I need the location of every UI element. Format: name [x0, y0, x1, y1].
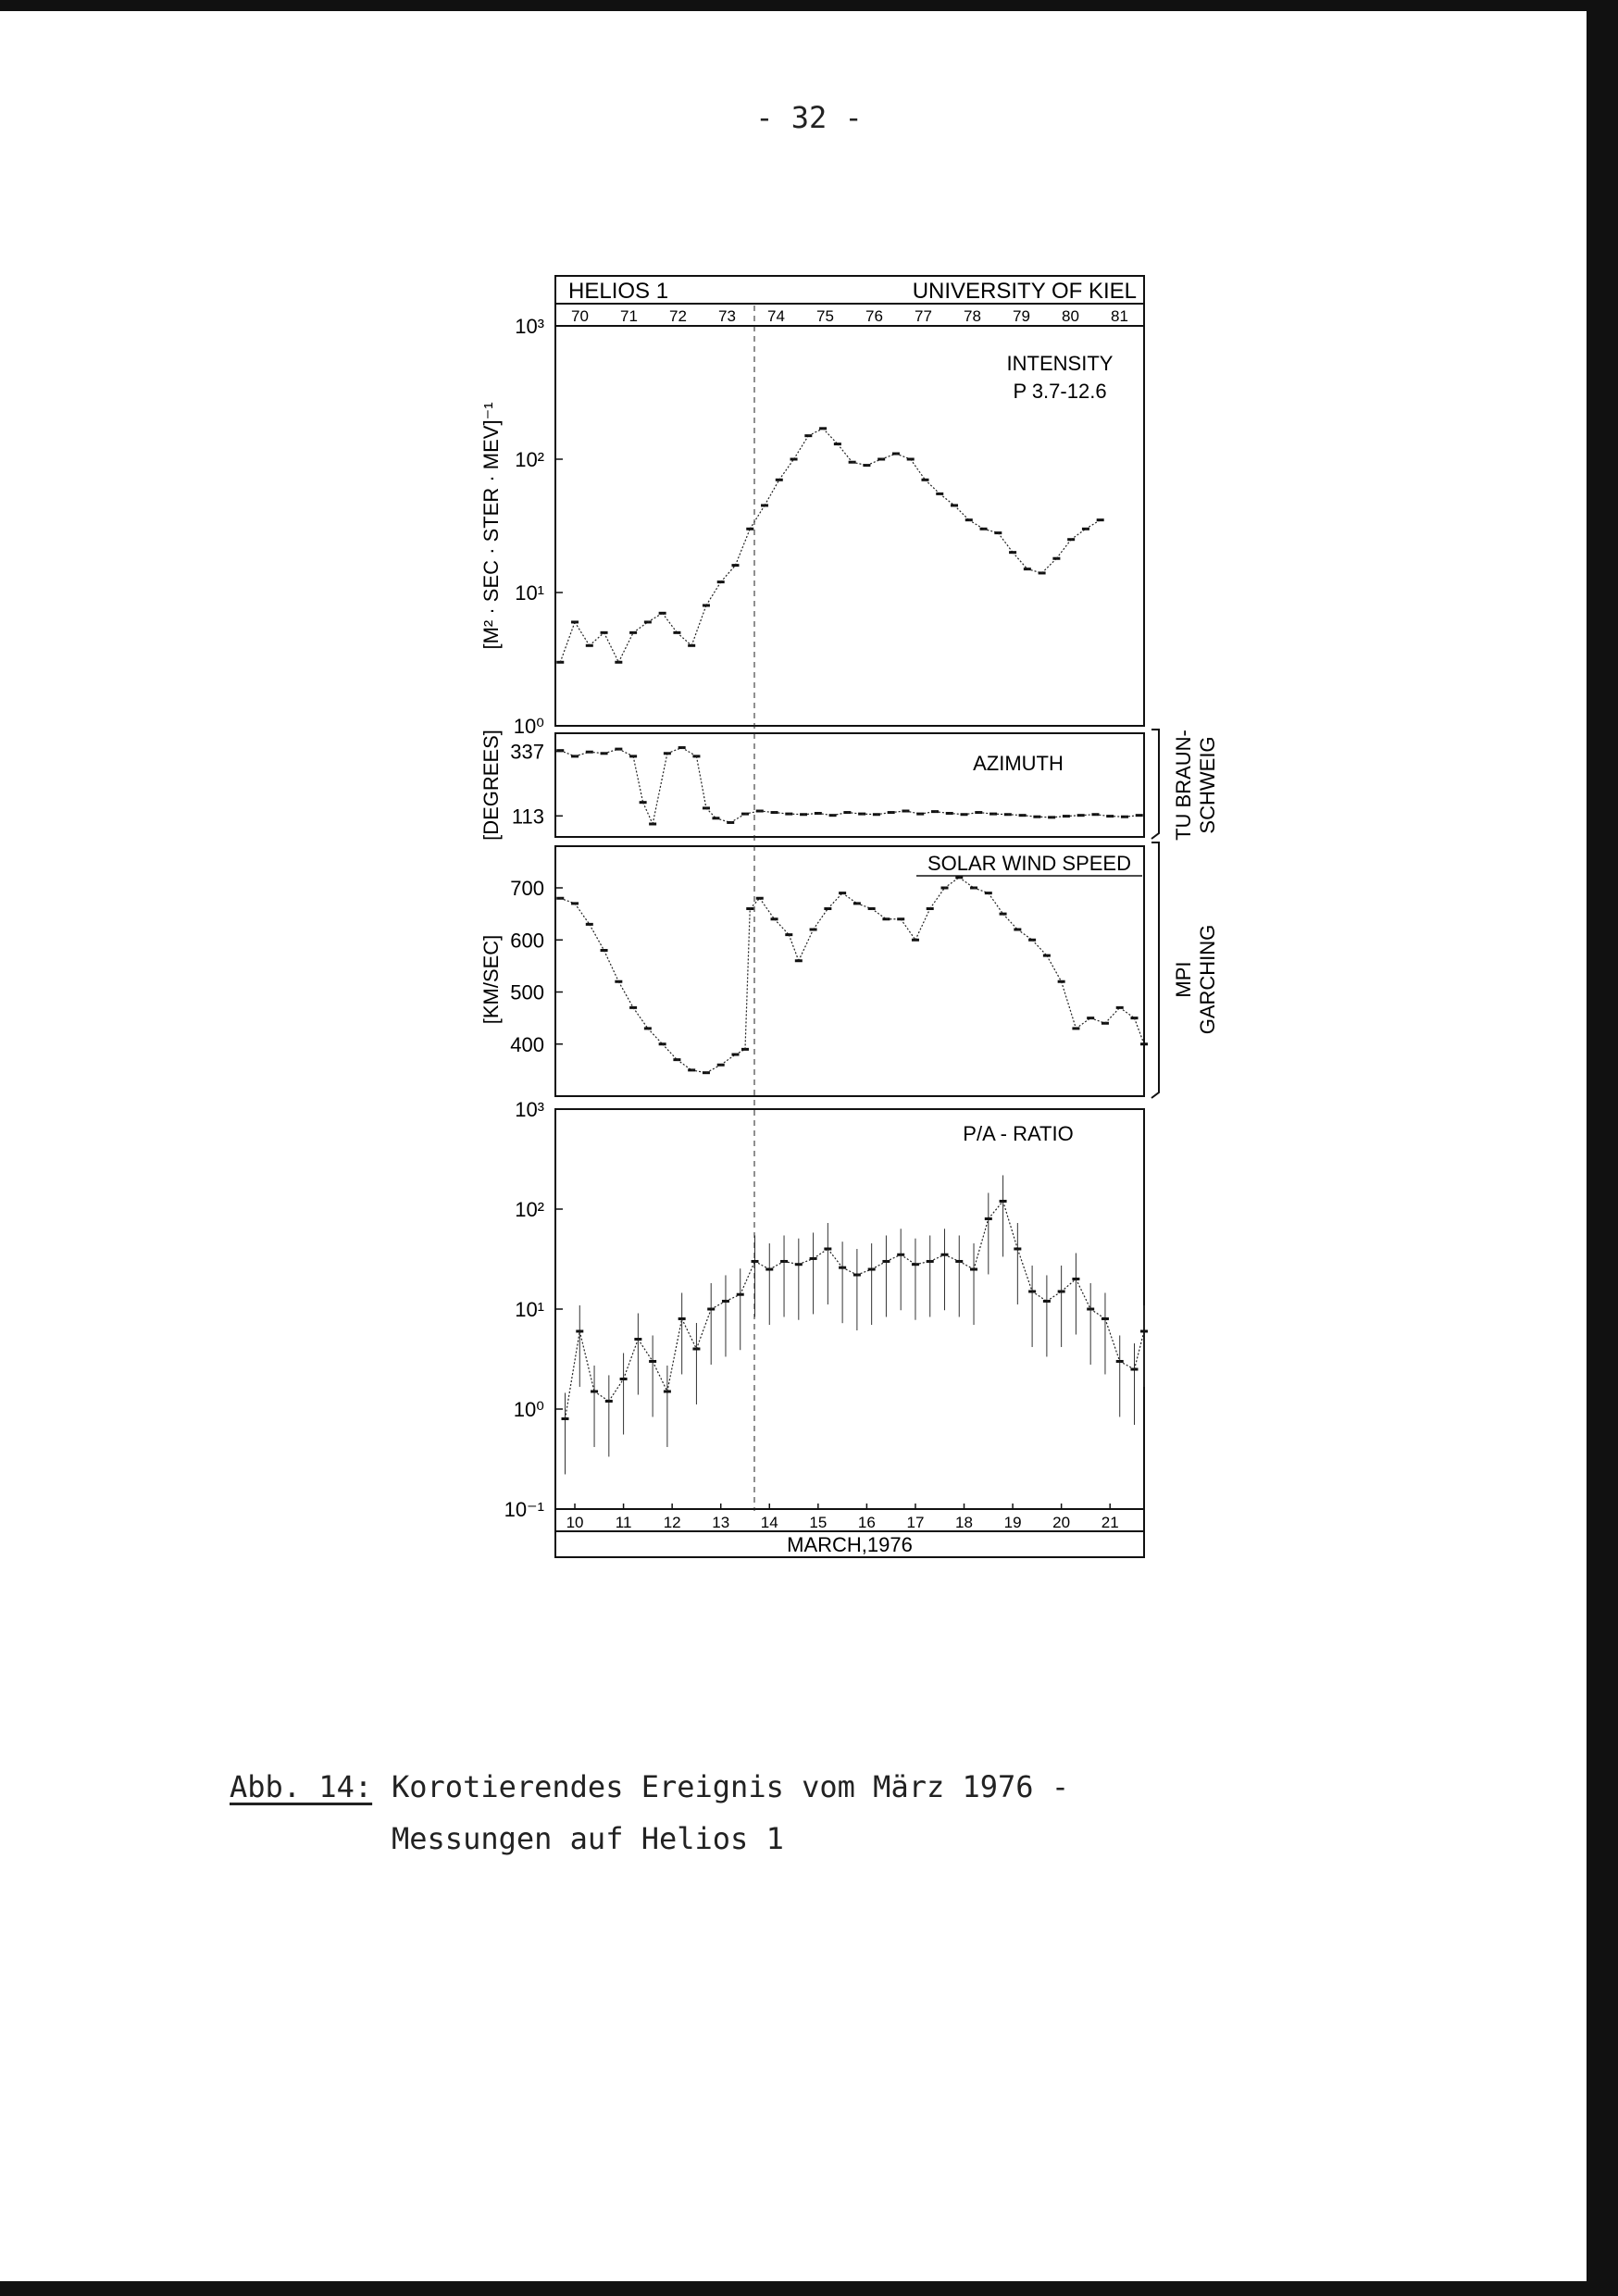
series-segment: [560, 622, 575, 662]
wind-title: SOLAR WIND SPEED: [927, 852, 1131, 875]
top-tick-label: 73: [718, 307, 736, 325]
y-tick-label: 10²: [515, 1198, 544, 1221]
panel-intensity: [479, 315, 1144, 738]
figure-caption: [230, 1761, 1069, 1865]
series-segment: [1017, 930, 1032, 940]
top-tick-label: 70: [571, 307, 589, 325]
page-number: - 32 -: [755, 100, 863, 135]
series-segment: [696, 756, 706, 808]
top-tick-label: 72: [669, 307, 687, 325]
series-segment: [566, 1331, 580, 1419]
series-segment: [653, 1361, 667, 1391]
series-segment: [930, 888, 945, 909]
y-tick-label: 400: [510, 1032, 544, 1056]
series-segment: [901, 1254, 915, 1264]
series-segment: [1003, 1201, 1018, 1249]
series-segment: [706, 808, 716, 818]
series-segment: [954, 505, 969, 520]
data-point: [1097, 518, 1104, 521]
intensity-ylabel: [M² · SEC · STER · MEV]⁻¹: [479, 402, 503, 650]
series-segment: [633, 622, 648, 632]
series-segment: [799, 930, 814, 961]
y-tick-label: 700: [510, 877, 544, 900]
caption-label: Abb. 14:: [230, 1769, 373, 1804]
series-segment: [618, 981, 633, 1007]
y-tick-label: 10³: [515, 315, 544, 338]
header-left: HELIOS 1: [568, 279, 669, 304]
series-segment: [579, 1331, 594, 1391]
azimuth-note-2: SCHWEIG: [1196, 736, 1219, 834]
azimuth-ylabel: [DEGREES]: [479, 730, 503, 841]
series-segment: [667, 1318, 682, 1391]
bottom-tick-label: 16: [857, 1514, 876, 1531]
series-segment: [1056, 540, 1071, 559]
wind-ylabel: [KM/SEC]: [479, 934, 503, 1025]
bottom-tick-label: 17: [906, 1514, 925, 1531]
series-segment: [750, 505, 765, 529]
series-segment: [989, 1201, 1003, 1218]
bottom-axis-ticks: [566, 1504, 1119, 1531]
intensity-series: [556, 427, 1103, 663]
series-segment: [633, 756, 643, 803]
data-point: [1140, 1042, 1148, 1045]
series-segment: [1013, 553, 1027, 569]
series-segment: [575, 622, 590, 645]
pa-title: P/A - RATIO: [963, 1122, 1074, 1145]
series-segment: [663, 613, 678, 632]
series-segment: [998, 533, 1013, 553]
top-tick-label: 74: [767, 307, 785, 325]
y-tick-label: 10¹: [515, 1298, 544, 1321]
series-segment: [779, 459, 794, 480]
top-tick-label: 78: [964, 307, 981, 325]
series-segment: [677, 1060, 691, 1070]
series-segment: [765, 480, 779, 505]
series-segment: [653, 754, 667, 824]
panel-azimuth: [479, 730, 1219, 841]
panel-pa-ratio: [504, 1098, 1148, 1557]
series-segment: [590, 924, 604, 950]
pa-series: [562, 1175, 1148, 1474]
y-tick-label: 10⁻¹: [504, 1498, 544, 1521]
top-axis-ticks: [571, 307, 1128, 325]
y-tick-label: 600: [510, 929, 544, 953]
series-segment: [823, 429, 838, 444]
series-segment: [618, 632, 633, 662]
series-segment: [828, 893, 842, 909]
series-segment: [745, 909, 750, 1050]
wind-note-1: MPI: [1172, 961, 1195, 998]
series-segment: [838, 444, 853, 463]
series-segment: [842, 893, 857, 904]
y-tick-label: 10¹: [515, 581, 544, 605]
y-tick-label: 113: [511, 805, 544, 829]
top-tick-label: 79: [1013, 307, 1030, 325]
series-segment: [575, 904, 590, 925]
figure-header: [555, 276, 1144, 326]
series-segment: [604, 632, 619, 662]
series-segment: [590, 632, 604, 645]
pa-yticks: [504, 1098, 563, 1521]
bottom-tick-label: 13: [712, 1514, 730, 1531]
series-segment: [750, 898, 760, 908]
series-segment: [624, 1340, 639, 1379]
series-segment: [915, 909, 930, 941]
caption-line-2: Messungen auf Helios 1: [392, 1821, 784, 1856]
series-segment: [814, 909, 828, 930]
series-segment: [794, 436, 809, 459]
series-segment: [1076, 1018, 1090, 1029]
series-segment: [721, 1054, 736, 1065]
header-right: UNIVERSITY OF KIEL: [912, 279, 1137, 304]
series-segment: [1105, 1007, 1120, 1023]
wind-series: [556, 876, 1148, 1074]
series-segment: [872, 909, 887, 919]
series-segment: [1071, 529, 1086, 539]
y-tick-label: 10²: [515, 448, 544, 471]
bottom-tick-label: 19: [1003, 1514, 1022, 1531]
series-segment: [721, 566, 736, 582]
series-segment: [1042, 558, 1057, 573]
top-tick-label: 75: [816, 307, 834, 325]
bottom-tick-label: 15: [809, 1514, 828, 1531]
y-tick-label: 337: [510, 740, 544, 764]
bottom-tick-label: 21: [1101, 1514, 1119, 1531]
intensity-title: INTENSITY: [1006, 352, 1114, 375]
series-segment: [974, 1218, 989, 1269]
y-tick-label: 500: [510, 980, 544, 1004]
bottom-tick-label: 12: [663, 1514, 681, 1531]
top-tick-label: 80: [1062, 307, 1079, 325]
azimuth-title: AZIMUTH: [973, 752, 1064, 775]
series-segment: [1032, 1292, 1047, 1301]
y-tick-label: 10⁰: [513, 715, 544, 738]
series-segment: [677, 632, 691, 645]
series-segment: [691, 605, 706, 645]
series-segment: [609, 1379, 624, 1401]
series-segment: [1090, 1309, 1105, 1318]
series-segment: [1076, 1279, 1090, 1309]
series-segment: [1017, 1249, 1032, 1292]
series-segment: [1134, 1018, 1144, 1044]
data-point: [1136, 814, 1143, 817]
series-segment: [1047, 1292, 1062, 1301]
series-segment: [1062, 981, 1077, 1029]
series-segment: [789, 935, 799, 961]
wind-note-2: GARCHING: [1196, 924, 1219, 1035]
series-segment: [1003, 914, 1018, 930]
top-tick-label: 71: [620, 307, 638, 325]
series-segment: [735, 529, 750, 565]
intensity-subtitle: P 3.7-12.6: [1013, 380, 1107, 403]
series-segment: [760, 898, 775, 919]
series-segment: [741, 1261, 755, 1294]
series-segment: [1062, 1279, 1077, 1291]
top-tick-label: 76: [865, 307, 883, 325]
series-segment: [1032, 940, 1047, 955]
series-segment: [663, 1044, 678, 1060]
bottom-tick-label: 11: [615, 1514, 632, 1531]
series-segment: [682, 1318, 697, 1349]
series-segment: [1105, 1318, 1120, 1361]
series-segment: [604, 951, 619, 982]
y-tick-label: 10³: [515, 1098, 544, 1121]
series-segment: [911, 459, 926, 480]
top-tick-label: 77: [915, 307, 932, 325]
series-segment: [989, 893, 1003, 915]
azimuth-note-1: TU BRAUN-: [1172, 730, 1195, 841]
series-segment: [814, 1249, 828, 1258]
series-segment: [1120, 1007, 1135, 1017]
bottom-tick-label: 10: [566, 1514, 584, 1531]
bottom-tick-label: 20: [1052, 1514, 1071, 1531]
bottom-tick-label: 18: [955, 1514, 973, 1531]
data-point: [1140, 1329, 1148, 1332]
series-segment: [901, 919, 915, 941]
series-segment: [696, 1309, 711, 1349]
series-segment: [944, 878, 959, 888]
caption-line-1: Korotierendes Ereignis vom März 1976 -: [392, 1769, 1070, 1804]
y-tick-label: 10⁰: [513, 1398, 544, 1421]
series-segment: [643, 803, 653, 824]
series-segment: [706, 582, 721, 605]
series-segment: [925, 480, 940, 493]
series-segment: [828, 1249, 842, 1267]
series-segment: [775, 919, 790, 935]
top-tick-label: 81: [1111, 307, 1128, 325]
series-segment: [959, 878, 974, 888]
series-segment: [648, 1029, 663, 1044]
series-segment: [594, 1391, 609, 1401]
series-segment: [633, 1007, 648, 1029]
series-segment: [1047, 955, 1062, 981]
series-segment: [1134, 1331, 1144, 1369]
panel-solar-wind: [479, 842, 1219, 1098]
series-segment: [638, 1340, 653, 1362]
series-segment: [940, 493, 954, 505]
x-axis-label: MARCH,1976: [787, 1533, 913, 1556]
bottom-tick-label: 14: [760, 1514, 778, 1531]
